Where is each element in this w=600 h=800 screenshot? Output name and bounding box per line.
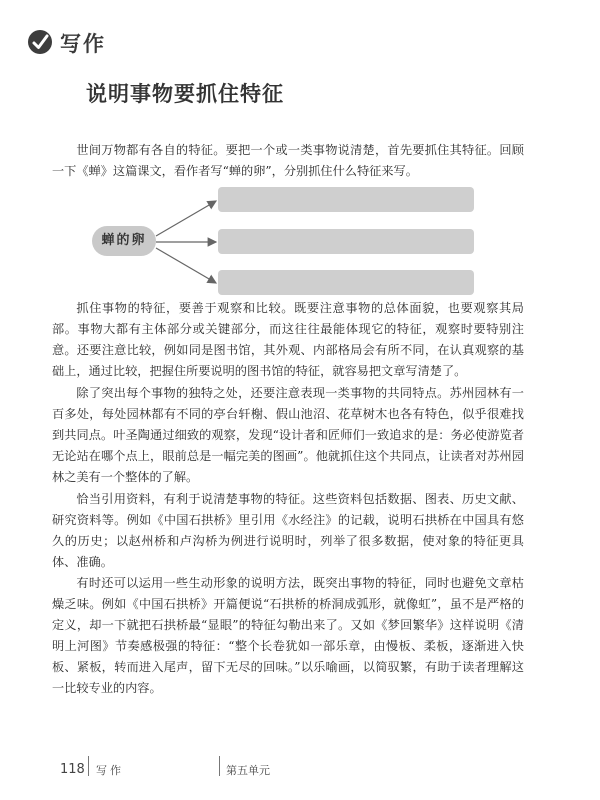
arrow-top (156, 201, 216, 236)
answer-blank-3[interactable] (218, 270, 474, 295)
section-label: 写作 (60, 32, 106, 56)
footer-divider (219, 756, 220, 776)
answer-blank-1[interactable] (218, 187, 474, 212)
answer-blank-2[interactable] (218, 229, 474, 254)
diagram-label: 蝉的卵 (92, 226, 156, 256)
arrow-bottom (156, 248, 216, 283)
footer-section: 写作 (96, 764, 124, 777)
body-paragraph: 抓住事物的特征，要善于观察和比较。既要注意事物的总体面貌，也要观察其局部。事物大都有主体部分或关键部分，而这往往最能体现它的特征，观察时要特别注意。还要注意比较，例如同是图书馆，其外观、内部格局会有所不同，在认真观察的基础上，通过比较，把握住所要说明的图书馆的特征，就容易把文章写清楚了。 (52, 301, 524, 378)
pen-nib-check-icon (27, 29, 53, 55)
page-title: 说明事物要抓住特征 (86, 82, 284, 106)
body-paragraph: 恰当引用资料，有利于说清楚事物的特征。这些资料包括数据、图表、历史文献、研究资料等。例如《中国石拱桥》里引用《水经注》的记载，说明石拱桥在中国具有悠久的历史；以赵州桥和卢沟桥为例进行说明时，列举了很多数据，使对象的特征更具体、准确。 (52, 492, 524, 569)
footer-unit: 第五单元 (226, 764, 270, 777)
intro-paragraph: 世间万物都有各自的特征。要把一个或一类事物说清楚，首先要抓住其特征。回顾一下《蝉》这篇课文，看作者写“蝉的卵”，分别抓住什么特征来写。 (52, 143, 524, 178)
body-paragraph: 有时还可以运用一些生动形象的说明方法，既突出事物的特征，同时也避免文章枯燥乏味。例如《中国石拱桥》开篇便说“石拱桥的桥洞成弧形，就像虹”，虽不是严格的定义，却一下就把石拱桥最“显眼”的特征勾勒出来了。又如《梦回繁华》这样说明《清明上河图》节奏感极强的特征：“整个长卷犹如一部乐章，由慢板、柔板，逐渐进入快板、紧板，转而进入尾声，留下无尽的回味。”以乐喻画，以简驭繁，有助于读者理解这一比较专业的内容。 (52, 576, 524, 695)
footer-divider (88, 756, 89, 776)
page-number: 118 (60, 762, 85, 777)
body-paragraph: 除了突出每个事物的独特之处，还要注意表现一类事物的共同特点。苏州园林有一百多处，每处园林都有不同的亭台轩榭、假山池沼、花草树木也各有特色，似乎很难找到共同点。叶圣陶通过细致的观察，发现“设计者和匠师们一致追求的是：务必使游览者无论站在哪个点上，眼前总是一幅完美的图画”。他就抓住这个共同点，让读者对苏州园林之美有一个整体的了解。 (52, 386, 524, 484)
